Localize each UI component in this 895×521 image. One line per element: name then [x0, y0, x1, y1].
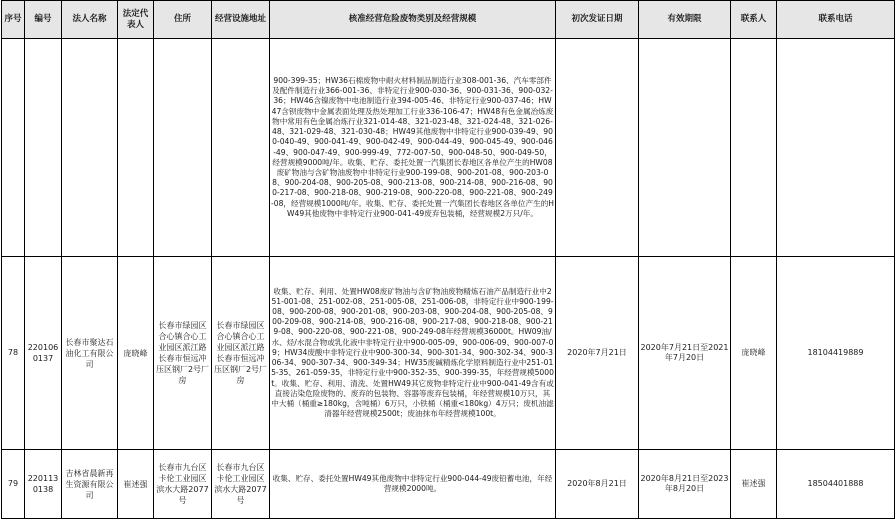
cell-seq: [2, 39, 25, 257]
header-phone: 联系电话: [777, 1, 895, 39]
cell-first-issue: 2020年7月21日: [556, 257, 639, 450]
cell-scope: 900-399-35；HW36石棉废物中耐火材料制品制造行业308-001-36、汽车零部件及配件制造行业366-001-36、非特定行业900-030-36、900-031-36、900-032-36；HW46含镍废物中电池制造行业394-005-46、非特定行业900-037-46；HW47含钡废物中金属表面处理及热处理加工行业336-106-47；HW48有色金属冶炼废物中常用有色金属冶炼行业321-014-48、321-023-48、321-024-48、321-026-48、321-029-48、321-030-48；HW49其他废物中非特定行业900-039-49、900-040-49、900-041-49、900-042-49、900-044-49、900-045-49、900-046-49、900-047-49、900-999-49、772-007-50、900-048-50、900-049-50，经营规模9000吨/年。收集、贮存、委托处置一汽集团长春地区各单位产生的HW08废矿物油与含矿物油废物中非特定行业900-199-08、900-201-08、900-203-08、900-204-08、900-205-08、900-213-08、900-214-08、900-216-08、900-217-08、900-218-08、900-219-08、900-220-08、900-221-08、900-249-08，经营规模1000吨/年。收集、贮存、委托处置一汽集团长春地区各单位产生的HW49其他废物中非特定行业900-041-49废弃包装桶，经营规模2万只/年。: [270, 39, 556, 257]
cell-legal-rep: 庞晓峰: [118, 257, 154, 450]
cell-address: [154, 39, 212, 257]
cell-first-issue: 2020年8月21日: [556, 450, 639, 519]
header-validity: 有效期限: [639, 1, 731, 39]
table-row: [2, 39, 895, 257]
header-scope: 核准经营危险废物类别及经营规模: [270, 1, 556, 39]
cell-company: [62, 39, 118, 257]
cell-phone: 18504401888: [777, 450, 895, 519]
cell-legal-rep: 崔述强: [118, 450, 154, 519]
cell-seq: 79: [2, 450, 25, 519]
table-row: [2, 450, 895, 519]
cell-code: 2201060137: [25, 257, 62, 450]
header-company: 法人名称: [62, 1, 118, 39]
cell-first-issue: [556, 39, 639, 257]
cell-code: [25, 39, 62, 257]
cell-contact: 崔述强: [731, 450, 777, 519]
cell-scope: 收集、贮存、利用、处置HW08废矿物油与含矿物油废物精炼石油产品制造行业中251-001-08、251-002-08、251-005-08、251-006-08，非特定行业中900-199-08、900-200-08、900-201-08、900-203-08、900-204-08、900-205-08、900-209-08、900-214-08、900-216-08、900-217-08、900-218-08、900-219-08、900-220-08、900-221-08、900-249-08年经营规模36000t。HW09油/水、烃/水混合物或乳化液中非特定行业中900-005-09、900-006-09、900-007-09；HW34废酸中非特定行业中900-300-34、900-301-34、900-302-34、900-306-34、900-307-34、900-349-34；HW35废碱精炼化学原料制造行业中251-015-35、261-059-35，非特定行业中900-352-35、900-399-35，年经营规模5000t。收集、贮存、利用、清洗、处置HW49其它废物非特定行业中900-041-49含有或直接沾染危险废物的、废弃的包装物、容器等废弃包装桶，年经营规模10万只，其中大桶（桶重≥180kg，含吨桶）6万只，小铁桶（桶重<180kg）4万只；废机油滤清器年经营规模2500t；废油抹布年经营规模100t。: [270, 257, 556, 450]
cell-phone: [777, 39, 895, 257]
header-first-issue: 初次发证日期: [556, 1, 639, 39]
header-facility-address: 经营设施地址: [212, 1, 270, 39]
cell-seq: 78: [2, 257, 25, 450]
cell-scope: 收集、贮存、委托处置HW49其他废物中非特定行业900-044-49废铅蓄电池，年经营规模2000吨。: [270, 450, 556, 519]
cell-address: 长春市九台区卡伦工业园区滨水大路2077号: [154, 450, 212, 519]
cell-validity: 2020年7月21日至2021年7月20日: [639, 257, 731, 450]
cell-phone: 18104419889: [777, 257, 895, 450]
cell-code: 2201130138: [25, 450, 62, 519]
cell-validity: [639, 39, 731, 257]
header-address: 住所: [154, 1, 212, 39]
header-legal-rep: 法定代表人: [118, 1, 154, 39]
cell-company: 长春市聚达石油化工有限公司: [62, 257, 118, 450]
cell-contact: [731, 39, 777, 257]
cell-facility-address: [212, 39, 270, 257]
header-contact: 联系人: [731, 1, 777, 39]
cell-facility-address: 长春市九台区卡伦工业园区滨水大路2077号: [212, 450, 270, 519]
hazardous-waste-permit-table: [1, 0, 895, 519]
cell-validity: 2020年8月21日至2023年8月20日: [639, 450, 731, 519]
table-header-row: [2, 1, 895, 39]
cell-legal-rep: [118, 39, 154, 257]
cell-contact: 庞晓峰: [731, 257, 777, 450]
cell-facility-address: 长春市绿园区合心镇合心工业园区派江路长春市恒远冲压区钢厂2号厂房: [212, 257, 270, 450]
header-code: 编号: [25, 1, 62, 39]
table-row: [2, 257, 895, 450]
header-seq: 序号: [2, 1, 25, 39]
cell-company: 吉林省晨新再生资源有限公司: [62, 450, 118, 519]
cell-address: 长春市绿园区合心镇合心工业园区派江路长春市恒远冲压区钢厂2号厂房: [154, 257, 212, 450]
